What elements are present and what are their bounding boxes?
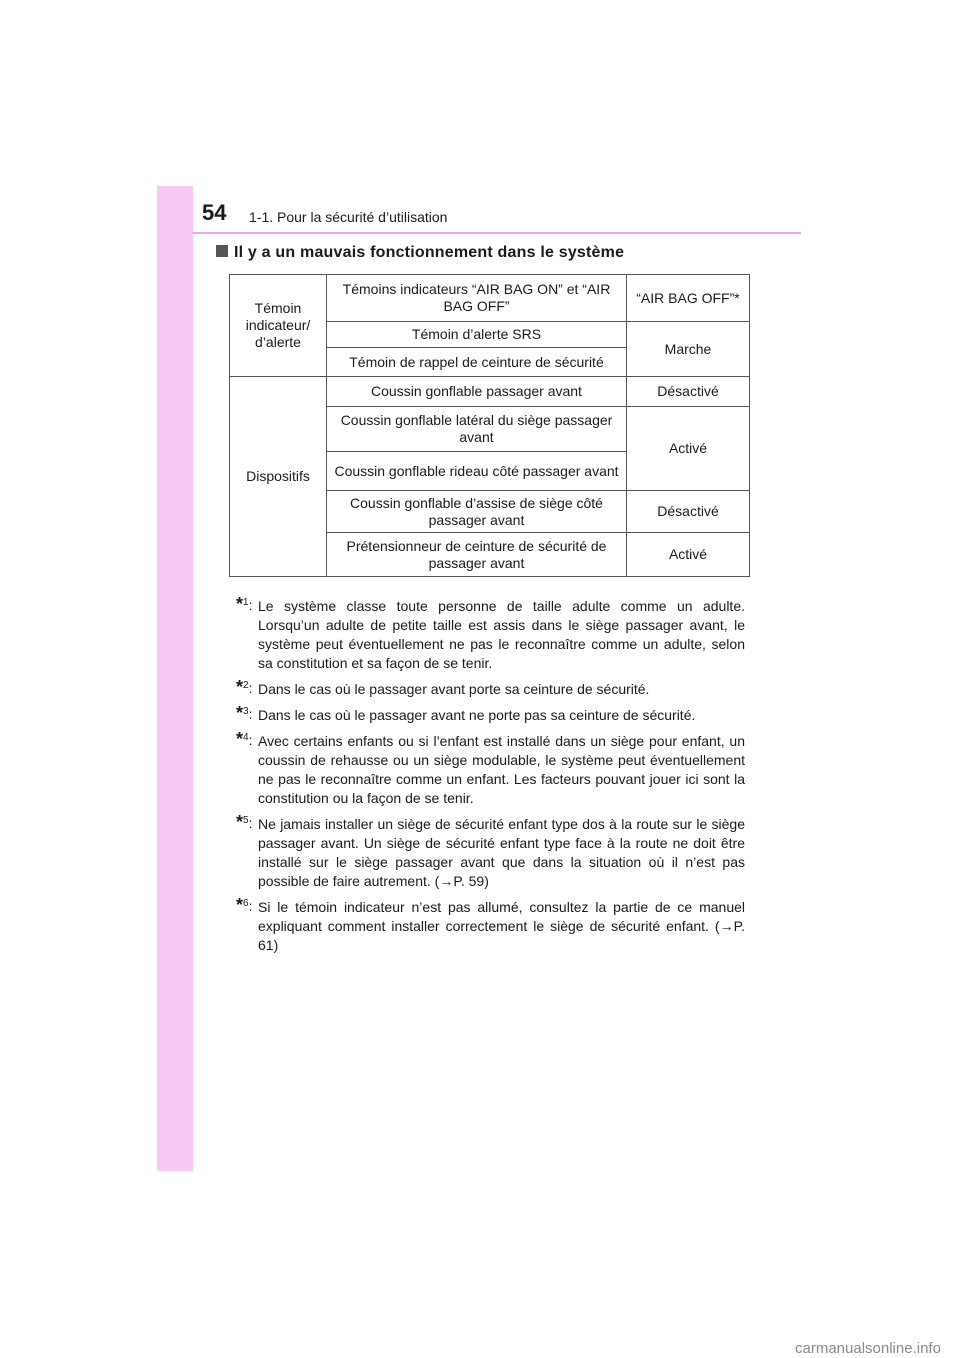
footnote-marker: *$^6$: — [236, 895, 253, 915]
header-rule — [193, 232, 801, 234]
state-cell: Activé — [627, 533, 750, 577]
srs-cell: Témoin d’alerte SRS — [327, 322, 627, 348]
footnote-item — [236, 677, 745, 699]
device-cell: Coussin gonflable passager avant — [327, 377, 627, 407]
state-cell: Désactivé — [627, 377, 750, 407]
footnote-text: Le système classe toute personne de taille adulte comme un adulte. Lorsqu’un adulte de petite taille est assis dans le siège passager avant, le système peut éventuellement ne pas le reconnaître comme un adulte, selon sa constitution et sa façon de se tenir. — [258, 598, 745, 671]
device-cell: Coussin gonflable d’assise de siège côté passager avant — [327, 491, 627, 533]
footnote-item — [236, 729, 745, 808]
footnote-text: Dans le cas où le passager avant porte sa ceinture de sécurité. — [258, 681, 650, 697]
status-table — [229, 274, 750, 577]
heading-text: Il y a un mauvais fonctionnement dans le système — [234, 244, 625, 261]
side-color-bar — [157, 186, 193, 1171]
section-heading — [216, 244, 624, 262]
state-cell: Désactivé — [627, 491, 750, 533]
footnote-text: Ne jamais installer un siège de sécurité enfant type dos à la route sur le siège passager avant. Un siège de sécurité enfant type face à la route ne doit être installé sur le siège passager avant que dans la situation où il n’est pas possible de faire autrement. (→P. 59) — [258, 816, 745, 889]
footnote-item — [236, 703, 745, 725]
table-row — [230, 275, 750, 322]
footnote-text: Si le témoin indicateur n’est pas allumé, consultez la partie de ce manuel expliquant comment installer correctement le siège de sécurité enfant. (→P. 61) — [258, 899, 745, 953]
section-label: 1-1. Pour la sécurité d’utilisation — [249, 209, 448, 225]
footnote-item — [236, 895, 745, 955]
device-cell: Prétensionneur de ceinture de sécurité de passager avant — [327, 533, 627, 577]
table-row — [230, 377, 750, 407]
footnote-text: Avec certains enfants ou si l’enfant est installé dans un siège pour enfant, un coussin de rehausse ou un siège modulable, le système peut éventuellement ne pas le reconnaître comme un enfant. Les facteurs pouvant jouer ici sont la constitution ou la façon de se tenir. — [258, 733, 745, 806]
footnote-item — [236, 812, 745, 891]
footnote-marker: *$^5$: — [236, 812, 253, 832]
device-cell: Coussin gonflable rideau côté passager avant — [327, 452, 627, 491]
marche-cell: Marche — [627, 322, 750, 377]
footnote-marker: *$^3$: — [236, 703, 253, 723]
airbag-off-value-cell: “AIR BAG OFF”* — [627, 275, 750, 322]
dispositifs-cell: Dispositifs — [230, 377, 327, 577]
footnote-text: Dans le cas où le passager avant ne porte pas sa ceinture de sécurité. — [258, 707, 696, 723]
watermark[interactable]: carmanualsonline.info — [795, 1340, 941, 1357]
state-cell: Activé — [627, 407, 750, 491]
footnote-marker: *$^4$: — [236, 729, 253, 749]
device-cell: Coussin gonflable latéral du siège passager avant — [327, 407, 627, 452]
footnote-item — [236, 594, 745, 673]
temoin-label-cell: Témoin indicateur/ d’alerte — [230, 275, 327, 377]
footnote-marker: *$^2$: — [236, 677, 253, 697]
page-number: 54 — [202, 200, 227, 225]
rappel-cell: Témoin de rappel de ceinture de sécurité — [327, 348, 627, 377]
onoff-header-cell: Témoins indicateurs “AIR BAG ON” et “AIR BAG OFF” — [327, 275, 627, 322]
footnote-marker: *$^1$: — [236, 594, 253, 614]
square-bullet-icon — [216, 245, 228, 257]
footnotes — [236, 594, 745, 962]
